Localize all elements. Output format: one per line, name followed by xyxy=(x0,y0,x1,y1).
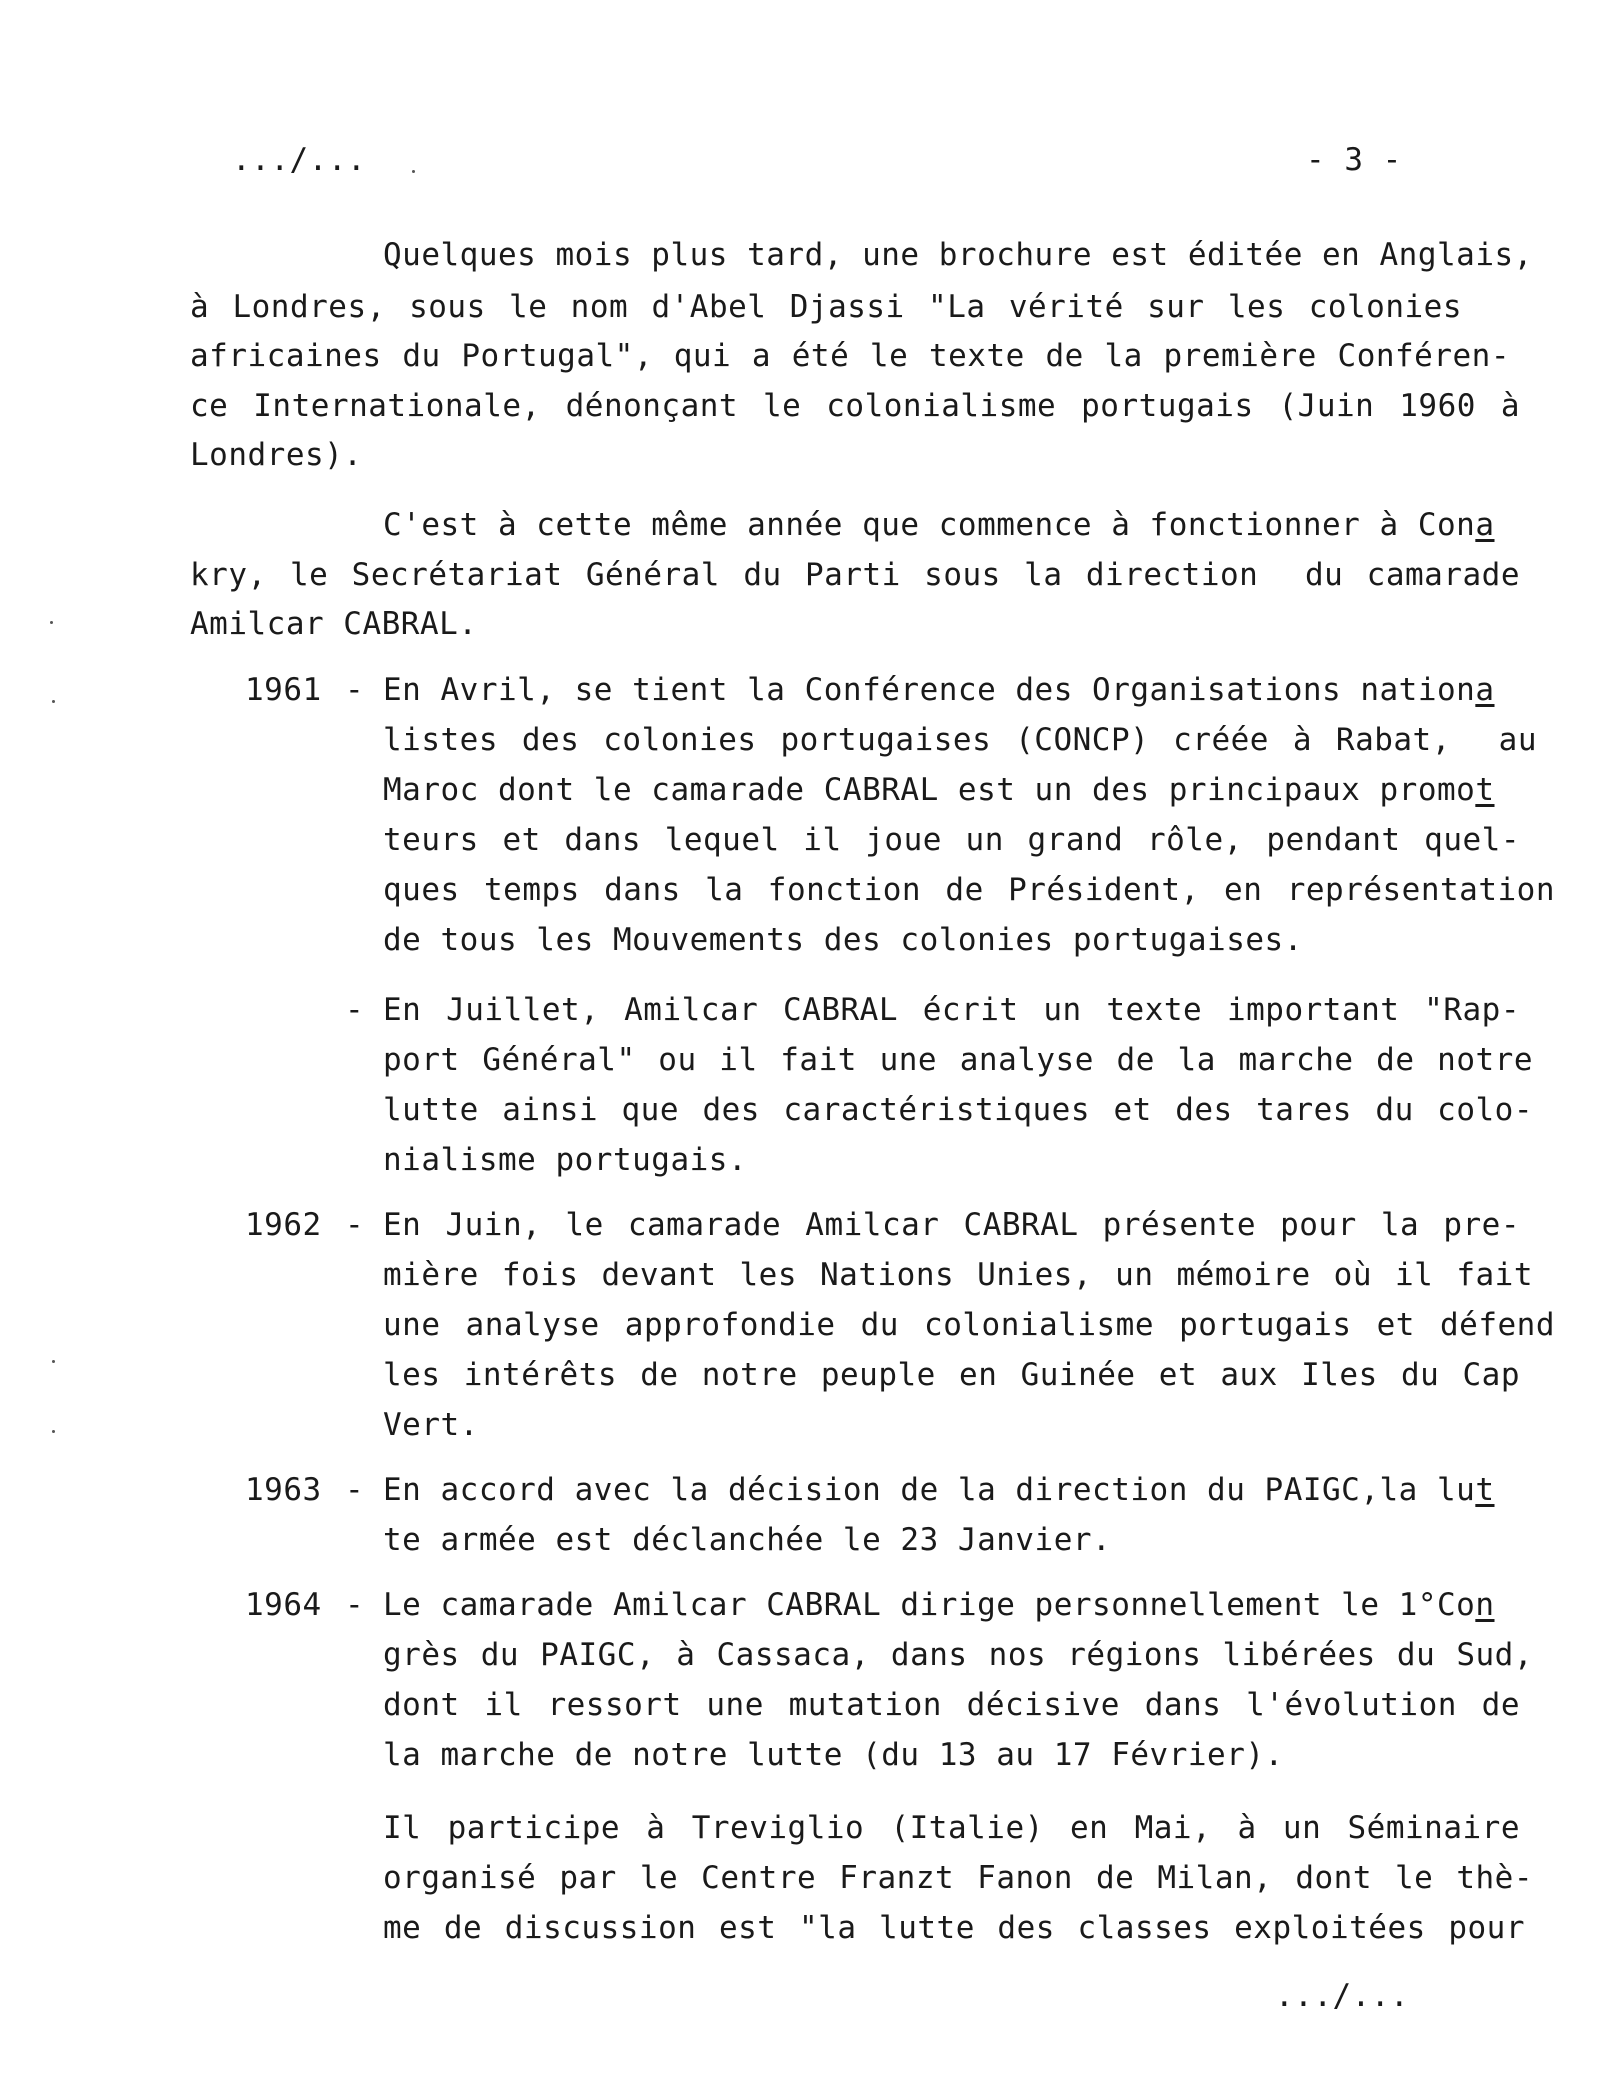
timeline-year: 1962 xyxy=(245,1207,322,1243)
text-run: Le camarade Amilcar CABRAL dirige personnellement le 1°Co xyxy=(383,1587,1476,1623)
timeline-entry-line: dont il ressort une mutation décisive dans l'évolution de xyxy=(383,1687,1520,1723)
paragraph-line: Amilcar CABRAL. xyxy=(190,606,478,642)
paragraph-line xyxy=(383,505,1495,545)
scan-speck xyxy=(52,700,55,703)
timeline-entry-line: lutte ainsi que des caractéristiques et des tares du colo- xyxy=(383,1092,1533,1128)
paragraph-line: Quelques mois plus tard, une brochure est éditée en Anglais, xyxy=(383,237,1533,273)
timeline-entry-line: me de discussion est "la lutte des classes exploitées pour xyxy=(383,1910,1525,1946)
footer-continuation-mark: .../... xyxy=(1275,1978,1410,2014)
paragraph-line: ce Internationale, dénonçant le colonialisme portugais (Juin 1960 à xyxy=(190,388,1520,424)
text-run: Maroc dont le camarade CABRAL est un des principaux promo xyxy=(383,772,1476,808)
page-number: - 3 - xyxy=(1306,142,1402,178)
timeline-entry-line xyxy=(383,770,1495,810)
scan-speck xyxy=(50,621,53,624)
timeline-entry-line: te armée est déclanchée le 23 Janvier. xyxy=(383,1522,1112,1558)
timeline-entry-line: organisé par le Centre Franzt Fanon de Milan, dont le thè- xyxy=(383,1860,1533,1896)
timeline-bullet: - xyxy=(345,992,365,1028)
scan-speck xyxy=(412,170,415,173)
scan-speck xyxy=(52,1430,55,1433)
timeline-entry-line: Vert. xyxy=(383,1407,479,1443)
scan-speck xyxy=(52,1360,55,1363)
underlined-letter: n xyxy=(1475,1587,1495,1623)
timeline-entry-line xyxy=(383,1470,1495,1510)
timeline-dash: - xyxy=(345,1472,365,1508)
timeline-entry-line: grès du PAIGC, à Cassaca, dans nos régions libérées du Sud, xyxy=(383,1637,1533,1673)
text-run: En accord avec la décision de la direction du PAIGC,la lu xyxy=(383,1472,1476,1508)
timeline-year: 1961 xyxy=(245,672,322,708)
timeline-entry-line: listes des colonies portugaises (CONCP) créée à Rabat, au xyxy=(383,722,1537,758)
timeline-year: 1963 xyxy=(245,1472,322,1508)
timeline-year: 1964 xyxy=(245,1587,322,1623)
timeline-entry-line xyxy=(383,670,1495,710)
timeline-entry-line: une analyse approfondie du colonialisme portugais et défend xyxy=(383,1307,1555,1343)
timeline-entry-line: ques temps dans la fonction de Président, en représentation xyxy=(383,872,1555,908)
paragraph-line: Londres). xyxy=(190,437,363,473)
timeline-entry-line: teurs et dans lequel il joue un grand rôle, pendant quel- xyxy=(383,822,1520,858)
paragraph-line: à Londres, sous le nom d'Abel Djassi "La vérité sur les colonies xyxy=(190,289,1462,325)
timeline-entry-line: En Juillet, Amilcar CABRAL écrit un texte important "Rap- xyxy=(383,992,1520,1028)
underlined-letter: a xyxy=(1475,507,1495,543)
timeline-entry-line: port Général" ou il fait une analyse de la marche de notre xyxy=(383,1042,1533,1078)
timeline-dash: - xyxy=(345,672,365,708)
timeline-entry-line: de tous les Mouvements des colonies portugaises. xyxy=(383,922,1303,958)
paragraph-line: kry, le Secrétariat Général du Parti sous la direction du camarade xyxy=(190,557,1520,593)
paragraph-line: africaines du Portugal", qui a été le texte de la première Conféren- xyxy=(190,338,1510,374)
timeline-entry-line xyxy=(383,1585,1495,1625)
timeline-entry-line: mière fois devant les Nations Unies, un mémoire où il fait xyxy=(383,1257,1533,1293)
timeline-entry-line: les intérêts de notre peuple en Guinée et aux Iles du Cap xyxy=(383,1357,1520,1393)
header-continuation-mark: .../... xyxy=(232,142,367,178)
text-run: C'est à cette même année que commence à fonctionner à Con xyxy=(383,507,1476,543)
timeline-entry-line: la marche de notre lutte (du 13 au 17 Février). xyxy=(383,1737,1284,1773)
underlined-letter: t xyxy=(1475,1472,1495,1508)
text-run: En Avril, se tient la Conférence des Organisations nation xyxy=(383,672,1476,708)
underlined-letter: t xyxy=(1475,772,1495,808)
timeline-entry-line: Il participe à Treviglio (Italie) en Mai, à un Séminaire xyxy=(383,1810,1520,1846)
timeline-dash: - xyxy=(345,1207,365,1243)
underlined-letter: a xyxy=(1475,672,1495,708)
timeline-dash: - xyxy=(345,1587,365,1623)
timeline-entry-line: nialisme portugais. xyxy=(383,1142,748,1178)
timeline-entry-line: En Juin, le camarade Amilcar CABRAL présente pour la pre- xyxy=(383,1207,1520,1243)
